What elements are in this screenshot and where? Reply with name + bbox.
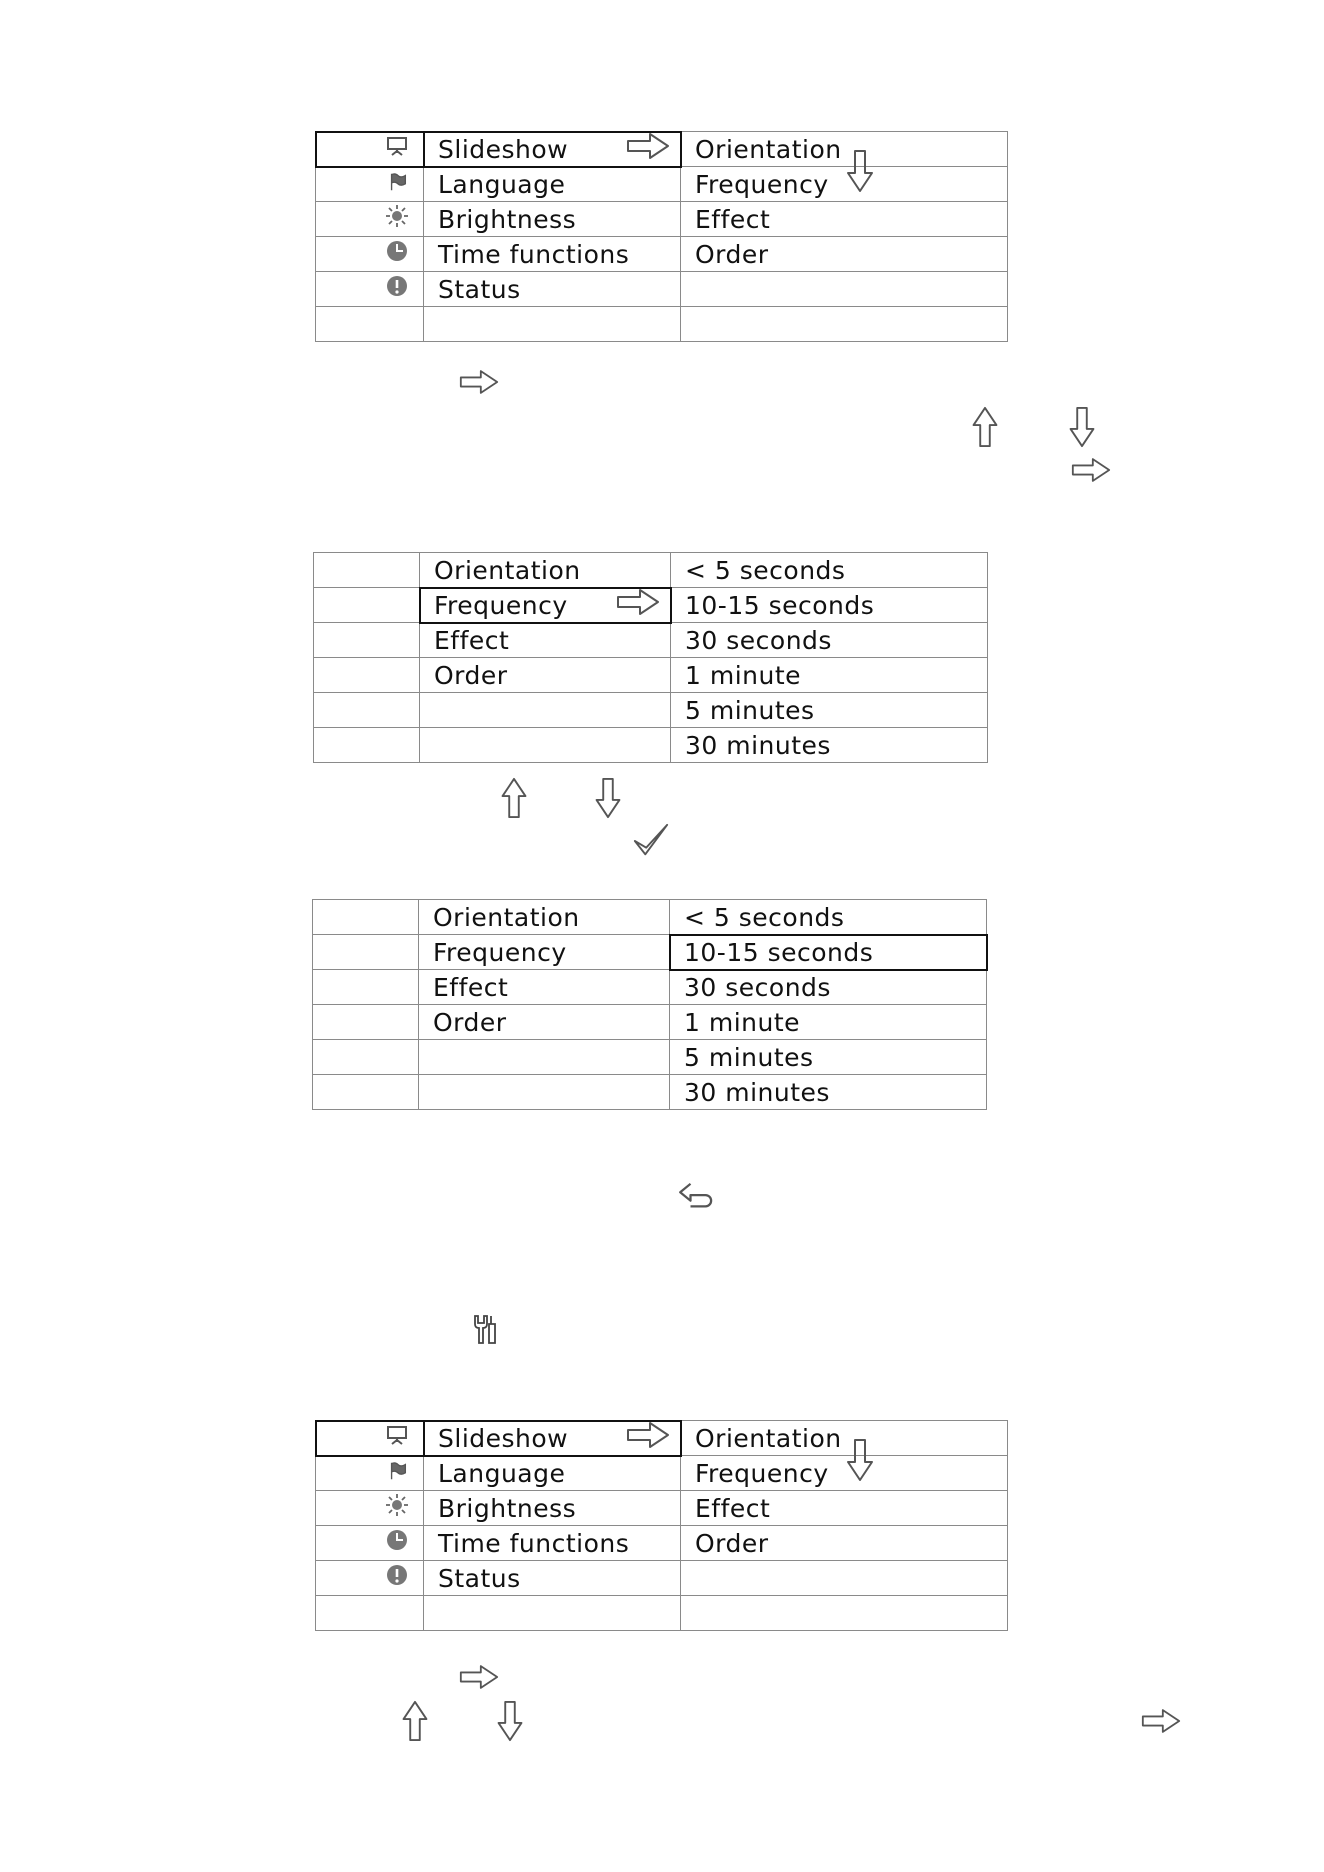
option-label: 10-15 seconds [684, 937, 874, 967]
empty-cell [419, 1040, 670, 1075]
menu-item-frequency[interactable] [419, 935, 670, 970]
table-row[interactable] [316, 237, 1008, 272]
menu-item-effect[interactable] [419, 970, 670, 1005]
table-row[interactable] [314, 658, 988, 693]
up-arrow-icon [401, 1700, 429, 1746]
menu-item-label: Effect [434, 625, 510, 655]
check-icon [632, 822, 670, 864]
submenu-item-label: Frequency [695, 1458, 829, 1488]
option-item[interactable] [671, 553, 988, 588]
submenu-item-effect[interactable] [681, 1491, 1008, 1526]
menu-item-label: Frequency [434, 590, 568, 620]
menu-item-order[interactable] [420, 658, 671, 693]
menu-item-order[interactable] [419, 1005, 670, 1040]
table-row[interactable] [316, 1456, 1008, 1491]
clock-icon [316, 1526, 424, 1561]
submenu-item-label: Orientation [695, 134, 842, 164]
empty-cell [313, 970, 419, 1005]
option-item[interactable] [671, 728, 988, 763]
option-item[interactable] [670, 1005, 987, 1040]
menu-item-label: Language [438, 1458, 566, 1488]
down-arrow-icon [1068, 406, 1096, 452]
table-row[interactable] [316, 272, 1008, 307]
menu-item-label: Language [438, 169, 566, 199]
sun-icon [316, 1491, 424, 1526]
menu-item-label: Status [438, 1563, 521, 1593]
table-row[interactable] [314, 553, 988, 588]
table-row[interactable] [313, 970, 987, 1005]
main-menu-table-1 [315, 131, 1008, 342]
empty-cell [420, 693, 671, 728]
table-row [316, 1596, 1008, 1631]
menu-item-label: Brightness [438, 204, 577, 234]
menu-item-label: Time functions [438, 1528, 630, 1558]
empty-cell [420, 728, 671, 763]
menu-item-brightness[interactable] [424, 202, 681, 237]
right-arrow-icon [459, 369, 499, 399]
submenu-item-frequency[interactable] [681, 167, 1008, 202]
table-row[interactable] [316, 1526, 1008, 1561]
menu-item-label: Time functions [438, 239, 630, 269]
table-row[interactable] [313, 1075, 987, 1110]
menu-item-label: Frequency [433, 937, 567, 967]
empty-cell [313, 935, 419, 970]
option-label: 5 minutes [685, 695, 815, 725]
clock-icon [316, 237, 424, 272]
option-label: 10-15 seconds [685, 590, 875, 620]
slideshow-icon [316, 132, 424, 167]
submenu-item-orientation[interactable] [681, 132, 1008, 167]
empty-cell [314, 553, 420, 588]
down-arrow-icon [496, 1700, 524, 1746]
sun-icon [316, 202, 424, 237]
menu-item-orientation[interactable] [420, 553, 671, 588]
empty-cell [313, 1040, 419, 1075]
option-label: < 5 seconds [685, 555, 846, 585]
menu-item-label: Orientation [434, 555, 581, 585]
settings-icon [471, 1314, 499, 1350]
submenu-item-label: Effect [695, 204, 771, 234]
submenu-item-order[interactable] [681, 1526, 1008, 1561]
option-label: 30 minutes [685, 730, 831, 760]
right-arrow-icon [616, 588, 660, 622]
menu-item-slideshow[interactable] [424, 132, 681, 167]
menu-item-label: Slideshow [438, 1423, 569, 1453]
up-arrow-icon [971, 406, 999, 452]
table-row[interactable] [314, 623, 988, 658]
option-item[interactable] [671, 588, 988, 623]
right-arrow-icon [1141, 1708, 1181, 1738]
table-row[interactable] [316, 202, 1008, 237]
slideshow-menu-table-1 [313, 552, 988, 763]
option-item[interactable] [670, 1075, 987, 1110]
empty-cell [314, 658, 420, 693]
info-icon [316, 272, 424, 307]
submenu-item-label: Frequency [695, 169, 829, 199]
option-item-selected[interactable] [670, 935, 987, 970]
empty-cell [313, 900, 419, 935]
menu-item-time-functions[interactable] [424, 1526, 681, 1561]
menu-item-label: Brightness [438, 1493, 577, 1523]
right-arrow-icon [626, 1421, 670, 1455]
menu-item-brightness[interactable] [424, 1491, 681, 1526]
menu-item-language[interactable] [424, 1456, 681, 1491]
option-label: 5 minutes [684, 1042, 814, 1072]
menu-item-status[interactable] [424, 272, 681, 307]
option-item[interactable] [671, 658, 988, 693]
submenu-item-label: Effect [695, 1493, 771, 1523]
option-label: 1 minute [685, 660, 802, 690]
menu-item-effect[interactable] [420, 623, 671, 658]
menu-item-time-functions[interactable] [424, 237, 681, 272]
menu-item-label: Effect [433, 972, 509, 1002]
submenu-item-label: Order [695, 1528, 769, 1558]
empty-cell [314, 693, 420, 728]
option-item[interactable] [670, 900, 987, 935]
empty-cell [424, 1596, 681, 1631]
option-item[interactable] [670, 970, 987, 1005]
table-row[interactable] [313, 1005, 987, 1040]
slideshow-menu-table-2 [312, 899, 987, 1110]
option-label: 30 seconds [684, 972, 831, 1002]
empty-cell [681, 1596, 1008, 1631]
table-row[interactable] [314, 693, 988, 728]
option-label: 30 minutes [684, 1077, 830, 1107]
option-item[interactable] [670, 1040, 987, 1075]
submenu-empty-cell [681, 272, 1008, 307]
menu-item-label: Status [438, 274, 521, 304]
main-menu-table-2 [315, 1420, 1008, 1631]
empty-cell [419, 1075, 670, 1110]
submenu-item-effect[interactable] [681, 202, 1008, 237]
back-icon [677, 1181, 719, 1215]
option-item[interactable] [671, 623, 988, 658]
flag-icon [316, 167, 424, 202]
submenu-item-frequency[interactable] [681, 1456, 1008, 1491]
table-row[interactable] [313, 935, 987, 970]
empty-cell [313, 1075, 419, 1110]
menu-item-label: Slideshow [438, 134, 569, 164]
table-row[interactable] [313, 1040, 987, 1075]
menu-item-label: Order [434, 660, 508, 690]
empty-cell [681, 307, 1008, 342]
table-row[interactable] [316, 132, 1008, 167]
empty-cell [314, 623, 420, 658]
menu-item-status[interactable] [424, 1561, 681, 1596]
table-row[interactable] [314, 588, 988, 623]
table-row[interactable] [316, 1421, 1008, 1456]
option-label: 1 minute [684, 1007, 801, 1037]
right-arrow-icon [459, 1664, 499, 1694]
submenu-empty-cell [681, 1561, 1008, 1596]
table-row[interactable] [313, 900, 987, 935]
table-row[interactable] [316, 167, 1008, 202]
info-icon [316, 1561, 424, 1596]
table-row[interactable] [316, 1561, 1008, 1596]
empty-cell [316, 307, 424, 342]
submenu-item-label: Orientation [695, 1423, 842, 1453]
flag-icon [316, 1456, 424, 1491]
option-label: 30 seconds [685, 625, 832, 655]
empty-cell [314, 588, 420, 623]
table-row[interactable] [316, 1491, 1008, 1526]
menu-item-frequency[interactable] [420, 588, 671, 623]
table-row[interactable] [314, 728, 988, 763]
down-arrow-icon [846, 1438, 874, 1486]
down-arrow-icon [846, 149, 874, 197]
submenu-item-order[interactable] [681, 237, 1008, 272]
menu-item-slideshow[interactable] [424, 1421, 681, 1456]
slideshow-icon [316, 1421, 424, 1456]
up-arrow-icon [500, 777, 528, 823]
menu-item-label: Order [433, 1007, 507, 1037]
submenu-item-orientation[interactable] [681, 1421, 1008, 1456]
menu-item-orientation[interactable] [419, 900, 670, 935]
submenu-item-label: Order [695, 239, 769, 269]
down-arrow-icon [594, 777, 622, 823]
empty-cell [316, 1596, 424, 1631]
empty-cell [313, 1005, 419, 1040]
right-arrow-icon [1071, 457, 1111, 487]
table-row [316, 307, 1008, 342]
empty-cell [314, 728, 420, 763]
option-label: < 5 seconds [684, 902, 845, 932]
empty-cell [424, 307, 681, 342]
menu-item-language[interactable] [424, 167, 681, 202]
menu-item-label: Orientation [433, 902, 580, 932]
option-item[interactable] [671, 693, 988, 728]
right-arrow-icon [626, 132, 670, 166]
